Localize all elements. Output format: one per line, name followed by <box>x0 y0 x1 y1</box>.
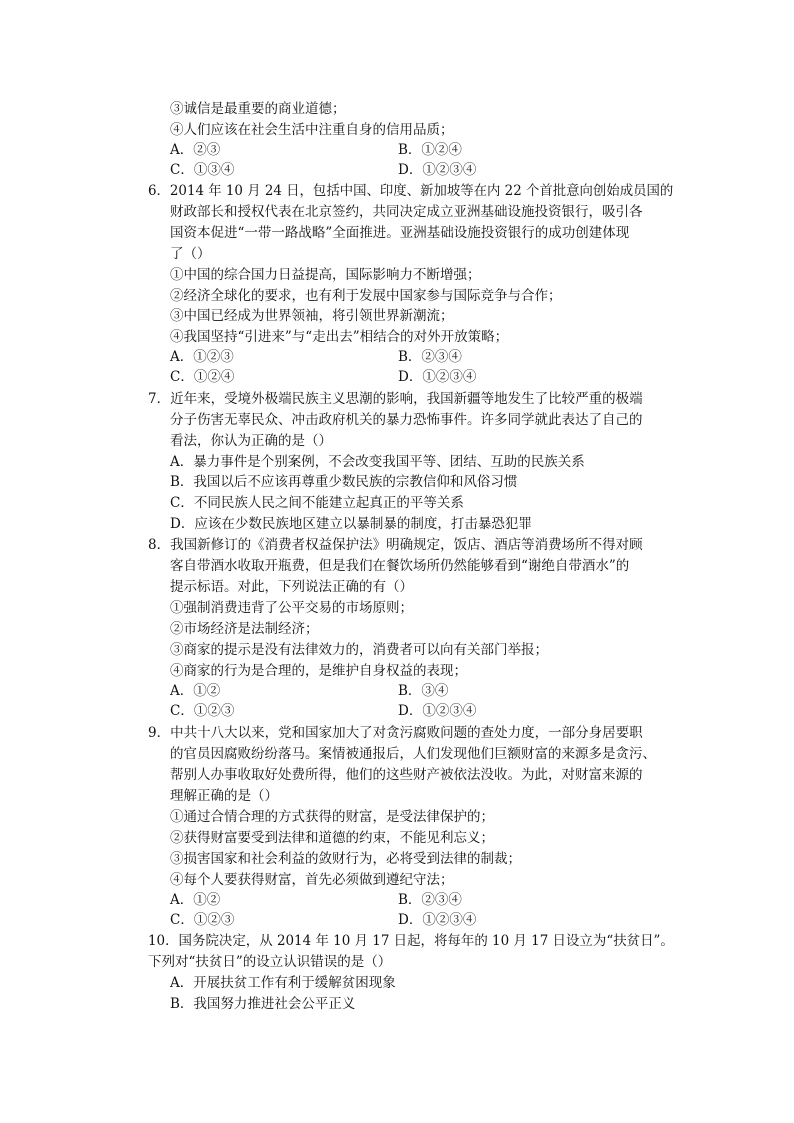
q9-stem-line-3: 帮别人办事收取好处费所得，他们的这些财产被依法没收。为此，对财富来源的 <box>170 767 643 783</box>
q10-option-b: B．我国努力推进社会公平正义 <box>170 996 356 1012</box>
q10-stem-line-1: 10．国务院决定，从 2014 年 10 月 17 日起，将每年的 10 月 17 日设立为“扶贫日”。 <box>148 933 674 949</box>
q6-item-2: ②经济全球化的要求，也有利于发展中国家参与国际竞争与合作； <box>170 288 562 304</box>
q10-stem-line-2: 下列对“扶贫日”的设立认识错误的是（） <box>148 954 392 970</box>
q7-option-b: B．我国以后不应该再尊重少数民族的宗教信仰和风俗习惯 <box>170 474 518 490</box>
q8-option-c: C．①②③ <box>170 703 235 719</box>
q7-option-d: D．应该在少数民族地区建立以暴制暴的制度，打击暴恐犯罪 <box>170 516 532 532</box>
q7-stem-line-1: 7．近年来，受境外极端民族主义思潮的影响，我国新疆等地发生了比较严重的极端 <box>148 391 643 407</box>
q6-stem-line-3: 国资本促进“一带一路战略”全面推进。亚洲基础设施投资银行的成功创建体现 <box>170 225 630 241</box>
q6-stem-line-2: 财政部长和授权代表在北京签约，共同决定成立亚洲基础设施投资银行，吸引各 <box>170 204 643 220</box>
q7-option-a: A．暴力事件是个别案例，不会改变我国平等、团结、互助的民族关系 <box>170 454 585 470</box>
q8-stem-line-2: 客自带酒水收取开瓶费，但是我们在餐饮场所仍然能够看到“谢绝自带酒水”的 <box>170 558 630 574</box>
q9-item-2: ②获得财富要受到法律和道德的约束，不能见利忘义； <box>170 830 494 846</box>
q9-option-d: D．①②③④ <box>398 912 477 928</box>
q6-stem-line-4: 了（） <box>170 246 211 262</box>
q6-item-1: ①中国的综合国力日益提高，国际影响力不断增强； <box>170 267 481 283</box>
q6-option-b: B．②③④ <box>398 349 462 365</box>
q5-item-4: ④人们应该在社会生活中注重自身的信用品质； <box>170 122 454 138</box>
q8-item-2: ②市场经济是法制经济； <box>170 621 319 637</box>
q6-item-3: ③中国已经成为世界领袖，将引领世界新潮流； <box>170 308 454 324</box>
q9-item-3: ③损害国家和社会利益的敛财行为，必将受到法律的制裁； <box>170 851 521 867</box>
q9-stem-line-4: 理解正确的是（） <box>170 788 278 804</box>
q9-option-a: A．①② <box>170 892 221 908</box>
q8-option-d: D．①②③④ <box>398 703 477 719</box>
q5-item-3: ③诚信是最重要的商业道德； <box>170 101 346 117</box>
q8-option-b: B．③④ <box>398 683 449 699</box>
q8-option-a: A．①② <box>170 683 221 699</box>
q8-stem-line-3: 提示标语。对此，下列说法正确的有（） <box>170 579 413 595</box>
q7-option-c: C．不同民族人民之间不能建立起真正的平等关系 <box>170 495 464 511</box>
q9-stem-line-2: 的官员因腐败纷纷落马。案情被通报后，人们发现他们巨额财富的来源多是贪污、 <box>170 746 656 762</box>
q6-item-4: ④我国坚持“引进来”与“走出去”相结合的对外开放策略； <box>170 329 509 345</box>
q9-stem-line-1: 9．中共十八大以来，党和国家加大了对贪污腐败问题的查处力度，一部分身居要职 <box>148 725 643 741</box>
q10-option-a: A．开展扶贫工作有利于缓解贫困现象 <box>170 975 396 991</box>
q9-item-1: ①通过合情合理的方式获得的财富，是受法律保护的； <box>170 809 494 825</box>
q5-option-c: C．①③④ <box>170 162 235 178</box>
q8-stem-line-1: 8．我国新修订的《消费者权益保护法》明确规定，饭店、酒店等消费场所不得对顾 <box>148 537 643 553</box>
q6-option-c: C．①②④ <box>170 369 235 385</box>
q5-option-a: A．②③ <box>170 142 221 158</box>
q5-option-d: D．①②③④ <box>398 162 477 178</box>
q8-item-3: ③商家的提示是没有法律效力的，消费者可以向有关部门举报； <box>170 642 548 658</box>
q6-option-d: D．①②③④ <box>398 369 477 385</box>
q9-option-c: C．①②③ <box>170 912 235 928</box>
q8-item-1: ①强制消费违背了公平交易的市场原则； <box>170 600 413 616</box>
q6-stem-line-1: 6．2014 年 10 月 24 日，包括中国、印度、新加坡等在内 22 个首批意向创始成员国的 <box>148 183 674 199</box>
q7-stem-line-2: 分子伤害无辜民众、冲击政府机关的暴力恐怖事件。许多同学就此表达了自己的 <box>170 412 643 428</box>
q9-option-b: B．②③④ <box>398 892 462 908</box>
q6-option-a: A．①②③ <box>170 349 234 365</box>
q9-item-4: ④每个人要获得财富，首先必须做到遵纪守法； <box>170 872 454 888</box>
q8-item-4: ④商家的行为是合理的，是维护自身权益的表现； <box>170 663 467 679</box>
q5-option-b: B．①②④ <box>398 142 462 158</box>
q7-stem-line-3: 看法，你认为正确的是（） <box>170 433 332 449</box>
